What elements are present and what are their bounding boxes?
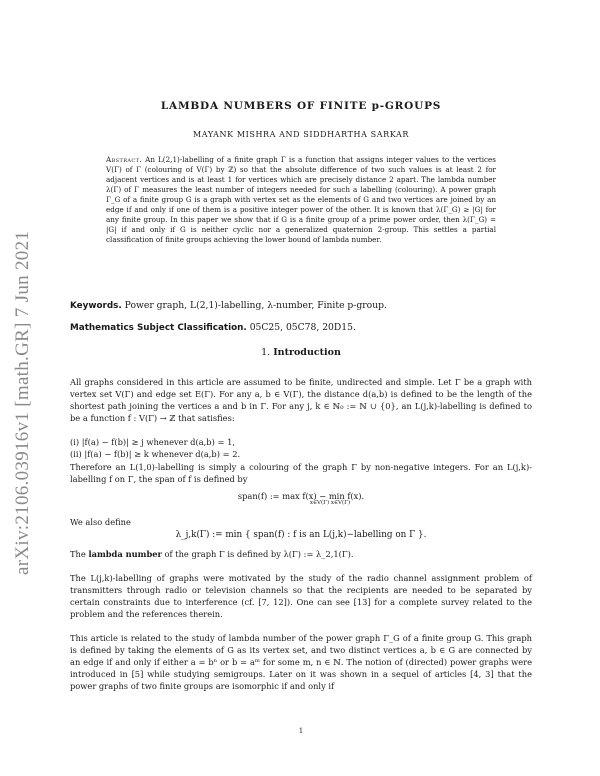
msc-label: Mathematics Subject Classification.: [70, 323, 247, 333]
intro-paragraph-4: [70, 548, 532, 560]
section-heading: [70, 347, 532, 358]
intro-paragraph-3: We also define: [70, 517, 131, 527]
keywords-label: Keywords.: [70, 301, 122, 311]
section-title: Introduction: [273, 347, 341, 358]
arxiv-identifier: arXiv:2106.03916v1 [math.GR] 7 Jun 2021: [12, 230, 33, 575]
paper-title: LAMBDA NUMBERS OF FINITE p-GROUPS: [160, 100, 442, 112]
keywords: [70, 300, 532, 311]
arxiv-sidebar-stamp: [2, 0, 33, 776]
msc-text: 05C25, 05C78, 20D15.: [249, 322, 356, 333]
equation-lambda-jk: λ_j,k(Γ) := min { span(f) : f is an L(j,k)−labelling on Γ }.: [175, 530, 427, 540]
p4-pre: The: [70, 549, 86, 559]
keywords-text: Power graph, L(2,1)-labelling, λ-number, Finite p-group.: [124, 300, 387, 311]
condition-2: (ii) |f(a) − f(b)| ≥ k whenever d(a,b) = 2.: [70, 449, 241, 459]
condition-1: (i) |f(a) − f(b)| ≥ j whenever d(a,b) = 1,: [70, 437, 235, 447]
intro-paragraph-5: The L(j,k)-labelling of graphs were motivated by the study of the radio channel assignment problem of transmitters through radio or television channels so that the recipients are needed to be separated by certain constraints due to interference (cf. [7, 12]). One can see [13] for a complete survey related to the problem and the references therein.: [70, 573, 532, 619]
intro-paragraph-6: This article is related to the study of lambda number of the power graph Γ_G of a finite group G. This graph is defined by taking the elements of G as its vertex set, and two distinct vertices a, b ∈ G are connected by an edge if and only if either a = bⁿ or b = aᵐ for some m, n ∈ ℕ. The notion of (directed) power graphs were introduced in [5] while studying semigroups. Later on it was shown in a sequel of articles [4, 3] that the power graphs of two finite groups are isomorphic if and only if: [70, 633, 532, 691]
lambda-number-term: lambda number: [88, 549, 162, 559]
abstract-label: Abstract.: [106, 155, 143, 164]
equation-span-subscripts: x∈V(Γ) x∈V(Γ): [309, 500, 351, 506]
intro-paragraph-2: Therefore an L(1,0)-labelling is simply a colouring of the graph Γ by non-negative integers. For an L(j,k)-labelling f on Γ, the span of f is defined by: [70, 462, 532, 484]
p4-post: of the graph Γ is defined by λ(Γ) := λ_2,1(Γ).: [164, 549, 354, 559]
abstract-text: An L(2,1)-labelling of a finite graph Γ is a function that assigns integer values to the vertices V(Γ) of Γ (colouring of V(Γ) by ℤ) so that the absolute difference of two such values is at least 2 for adjacent vertices and is at least 1 for vertices which are precisely distance 2 apart. The lambda number λ(Γ) of Γ measures the least number of integers needed for such a labelling (colouring). A power graph Γ_G of a finite group G is a graph with vertex set as the elements of G and two vertices are joined by an edge if and only if one of them is a positive integer power of the other. It is known that λ(Γ_G) ≥ |G| for any finite group. In this paper we show that if G is a finite group of a prime power order, then λ(Γ_G) = |G| if and only if G is neither cyclic nor a generalized quaternion 2-group. This settles a partial classification of finite groups achieving the lower bound of lambda number.: [106, 155, 496, 244]
equation-span: span(f) := max f(x) − min f(x).: [237, 491, 365, 501]
intro-paragraph-1: All graphs considered in this article are assumed to be finite, undirected and simple. Let Γ be a graph with vertex set V(Γ) and edge set E(Γ). For any a, b ∈ V(Γ), the distance d(a,b) is defined to be the length of the shortest path joining the vertices a and b in Γ. For any j, k ∈ ℕ₀ := ℕ ∪ {0}, an L(j,k)-labelling is defined to be a function f : V(Γ) → ℤ that satisfies:: [70, 377, 532, 423]
subject-classification: [70, 322, 532, 333]
paper-authors: MAYANK MISHRA AND SIDDHARTHA SARKAR: [193, 130, 409, 139]
section-number: 1.: [261, 347, 271, 358]
abstract: [106, 155, 496, 245]
page-number: 1: [298, 727, 304, 735]
